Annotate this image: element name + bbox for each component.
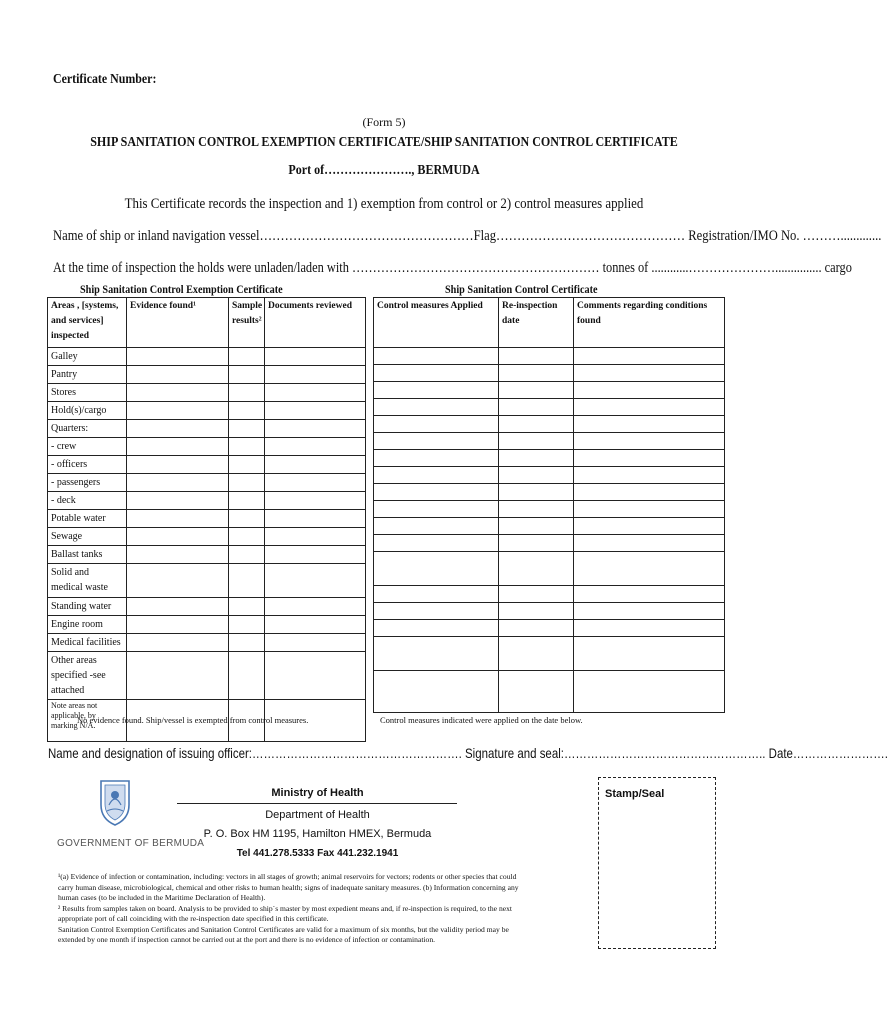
footnote-samples: ² Results from samples taken on board. Analysis to be provided to ship`s master by most expedient means and, if re-inspection is required, to the next appropriate port of call coinciding with the re-inspection date specified in this certificate.	[58, 903, 513, 923]
blank-cell[interactable]	[499, 399, 574, 416]
blank-cell[interactable]	[229, 402, 265, 420]
ministry-divider	[177, 803, 457, 804]
area-label: - officers	[48, 456, 127, 474]
issuing-officer-line: Name and designation of issuing officer:………………………………………………. Signature and seal:…………………………………………….. Date…………………….	[48, 745, 888, 761]
footnote-validity: Sanitation Control Exemption Certificates and Sanitation Control Certificates are valid for a maximum of six months, but the validity period may be extended by one month if inspection cannot be carried out at the port and there is no evidence of infection or contamination.	[58, 924, 509, 944]
blank-cell[interactable]	[127, 546, 229, 564]
blank-cell[interactable]	[265, 564, 366, 598]
blank-cell[interactable]	[374, 416, 499, 433]
header-evidence-found: Evidence found¹	[127, 298, 229, 348]
blank-cell[interactable]	[574, 416, 725, 433]
blank-cell[interactable]	[229, 384, 265, 402]
blank-cell[interactable]	[499, 433, 574, 450]
area-label: Note areas not applicable, by marking N/A.	[48, 700, 127, 742]
blank-cell[interactable]	[127, 510, 229, 528]
blank-cell[interactable]	[499, 552, 574, 586]
blank-cell[interactable]	[265, 598, 366, 616]
exemption-table	[47, 297, 366, 742]
table-row	[374, 552, 725, 586]
blank-cell[interactable]	[127, 474, 229, 492]
blank-cell[interactable]	[265, 438, 366, 456]
blank-cell[interactable]	[574, 450, 725, 467]
area-label: Potable water	[48, 510, 127, 528]
blank-cell[interactable]	[229, 492, 265, 510]
blank-cell[interactable]	[229, 420, 265, 438]
blank-cell[interactable]	[229, 634, 265, 652]
footnotes	[58, 872, 528, 946]
table-row	[374, 399, 725, 416]
blank-cell[interactable]	[574, 501, 725, 518]
blank-cell[interactable]	[374, 399, 499, 416]
area-label: Medical facilities	[48, 634, 127, 652]
area-label: Engine room	[48, 616, 127, 634]
table-row	[374, 382, 725, 399]
header-reinspection-date: Re-inspection date	[499, 298, 574, 348]
blank-cell[interactable]	[374, 586, 499, 603]
header-documents-reviewed: Documents reviewed	[265, 298, 366, 348]
exemption-section-title: Ship Sanitation Control Exemption Certificate	[80, 282, 283, 296]
blank-cell[interactable]	[265, 384, 366, 402]
blank-cell[interactable]	[374, 365, 499, 382]
area-label: Standing water	[48, 598, 127, 616]
blank-cell[interactable]	[229, 366, 265, 384]
table-row	[374, 535, 725, 552]
blank-cell[interactable]	[499, 501, 574, 518]
table-row	[48, 616, 366, 634]
certificate-title: SHIP SANITATION CONTROL EXEMPTION CERTIFICATE/SHIP SANITATION CONTROL CERTIFICATE	[90, 135, 678, 150]
table-row	[48, 598, 366, 616]
blank-cell[interactable]	[265, 402, 366, 420]
blank-cell[interactable]	[229, 510, 265, 528]
records-statement: This Certificate records the inspection and 1) exemption from control or 2) control measures applied	[124, 196, 644, 212]
blank-cell[interactable]	[127, 564, 229, 598]
table-row	[374, 365, 725, 382]
control-table	[373, 297, 725, 713]
blank-cell[interactable]	[374, 501, 499, 518]
department-name: Department of Health	[265, 809, 370, 821]
exemption-footnote: No evidence found. Ship/vessel is exempted from control measures.	[77, 715, 309, 725]
area-label: - crew	[48, 438, 127, 456]
blank-cell[interactable]	[499, 416, 574, 433]
blank-cell[interactable]	[127, 456, 229, 474]
table-row	[48, 564, 366, 598]
blank-cell[interactable]	[265, 474, 366, 492]
table-row	[374, 416, 725, 433]
blank-cell[interactable]	[499, 484, 574, 501]
blank-cell[interactable]	[499, 365, 574, 382]
table-row	[48, 438, 366, 456]
table-row	[48, 474, 366, 492]
blank-cell[interactable]	[574, 382, 725, 399]
blank-cell[interactable]	[374, 671, 499, 713]
blank-cell[interactable]	[499, 671, 574, 713]
blank-cell[interactable]	[127, 652, 229, 700]
ship-name-line: Name of ship or inland navigation vessel……………………………………………Flag……………………………………… Registration/IMO No. ……….............	[53, 228, 882, 244]
blank-cell[interactable]	[229, 564, 265, 598]
blank-cell[interactable]	[374, 433, 499, 450]
table-row	[374, 450, 725, 467]
header-sample-results: Sample results²	[229, 298, 265, 348]
certificate-number-label: Certificate Number:	[53, 72, 157, 87]
area-label: Solid and medical waste	[48, 564, 127, 598]
table-row	[48, 384, 366, 402]
table-row	[48, 402, 366, 420]
ministry-phone: Tel 441.278.5333 Fax 441.232.1941	[236, 848, 399, 859]
blank-cell[interactable]	[374, 348, 499, 365]
blank-cell[interactable]	[127, 616, 229, 634]
blank-cell[interactable]	[127, 528, 229, 546]
table-row	[374, 620, 725, 637]
table-row	[48, 634, 366, 652]
ministry-address: P. O. Box HM 1195, Hamilton HMEX, Bermuda	[203, 828, 432, 840]
blank-cell[interactable]	[265, 652, 366, 700]
table-row	[374, 586, 725, 603]
area-label: Sewage	[48, 528, 127, 546]
blank-cell[interactable]	[574, 586, 725, 603]
blank-cell[interactable]	[574, 518, 725, 535]
blank-cell[interactable]	[374, 467, 499, 484]
blank-cell[interactable]	[265, 616, 366, 634]
blank-cell[interactable]	[499, 450, 574, 467]
table-row	[48, 366, 366, 384]
blank-cell[interactable]	[229, 528, 265, 546]
blank-cell[interactable]	[574, 484, 725, 501]
table-row	[374, 467, 725, 484]
blank-cell[interactable]	[574, 620, 725, 637]
blank-cell[interactable]	[229, 456, 265, 474]
table-row	[48, 492, 366, 510]
area-label: - deck	[48, 492, 127, 510]
blank-cell[interactable]	[499, 467, 574, 484]
stamp-seal-box	[598, 777, 716, 949]
table-row	[48, 420, 366, 438]
blank-cell[interactable]	[127, 420, 229, 438]
blank-cell[interactable]	[374, 620, 499, 637]
blank-cell[interactable]	[374, 518, 499, 535]
blank-cell[interactable]	[574, 535, 725, 552]
blank-cell[interactable]	[574, 399, 725, 416]
blank-cell[interactable]	[229, 474, 265, 492]
blank-cell[interactable]	[265, 528, 366, 546]
area-label: Pantry	[48, 366, 127, 384]
blank-cell[interactable]	[499, 535, 574, 552]
control-section-title: Ship Sanitation Control Certificate	[445, 282, 598, 296]
blank-cell[interactable]	[265, 510, 366, 528]
blank-cell[interactable]	[265, 546, 366, 564]
blank-cell[interactable]	[265, 366, 366, 384]
blank-cell[interactable]	[499, 620, 574, 637]
blank-cell[interactable]	[374, 450, 499, 467]
area-label: Galley	[48, 348, 127, 366]
blank-cell[interactable]	[499, 603, 574, 620]
table-row	[374, 348, 725, 365]
area-label: - passengers	[48, 474, 127, 492]
header-areas-inspected: Areas , [systems, and services] inspected	[48, 298, 127, 348]
blank-cell[interactable]	[127, 402, 229, 420]
blank-cell[interactable]	[229, 652, 265, 700]
blank-cell[interactable]	[574, 603, 725, 620]
blank-cell[interactable]	[499, 586, 574, 603]
blank-cell[interactable]	[127, 348, 229, 366]
table-row	[374, 671, 725, 713]
area-label: Other areas specified -see attached	[48, 652, 127, 700]
table-row	[374, 501, 725, 518]
holds-cargo-line: At the time of inspection the holds were unladen/laden with …………………………………………………… tonnes of ............…………………............... cargo	[53, 260, 852, 276]
blank-cell[interactable]	[374, 484, 499, 501]
stamp-seal-label: Stamp/Seal	[605, 788, 665, 800]
ministry-name: Ministry of Health	[271, 787, 364, 799]
area-label: Ballast tanks	[48, 546, 127, 564]
blank-cell[interactable]	[127, 384, 229, 402]
table-row	[374, 603, 725, 620]
blank-cell[interactable]	[499, 518, 574, 535]
blank-cell[interactable]	[265, 456, 366, 474]
table-row	[48, 456, 366, 474]
header-comments: Comments regarding conditions found	[574, 298, 725, 348]
form-number: (Form 5)	[362, 115, 406, 129]
table-row	[374, 433, 725, 450]
blank-cell[interactable]	[265, 634, 366, 652]
blank-cell[interactable]	[127, 438, 229, 456]
blank-cell[interactable]	[265, 348, 366, 366]
blank-cell[interactable]	[574, 348, 725, 365]
blank-cell[interactable]	[574, 671, 725, 713]
blank-cell[interactable]	[229, 546, 265, 564]
blank-cell[interactable]	[574, 433, 725, 450]
area-label: Hold(s)/cargo	[48, 402, 127, 420]
table-row	[48, 652, 366, 700]
bermuda-crest-icon	[97, 775, 133, 827]
table-row	[374, 484, 725, 501]
blank-cell[interactable]	[374, 382, 499, 399]
table-row	[374, 637, 725, 671]
blank-cell[interactable]	[229, 348, 265, 366]
blank-cell[interactable]	[374, 637, 499, 671]
area-label: Stores	[48, 384, 127, 402]
table-row	[48, 528, 366, 546]
blank-cell[interactable]	[374, 535, 499, 552]
blank-cell[interactable]	[127, 492, 229, 510]
blank-cell[interactable]	[127, 598, 229, 616]
blank-cell[interactable]	[499, 637, 574, 671]
control-footnote: Control measures indicated were applied on the date below.	[380, 715, 583, 725]
port-line: Port of…………………., BERMUDA	[288, 163, 480, 178]
government-of-bermuda-label: GOVERNMENT OF BERMUDA	[57, 838, 205, 849]
header-control-measures: Control measures Applied	[374, 298, 499, 348]
blank-cell[interactable]	[265, 492, 366, 510]
table-row	[374, 518, 725, 535]
blank-cell[interactable]	[499, 382, 574, 399]
blank-cell[interactable]	[127, 366, 229, 384]
blank-cell[interactable]	[574, 637, 725, 671]
blank-cell[interactable]	[229, 598, 265, 616]
blank-cell[interactable]	[374, 552, 499, 586]
blank-cell[interactable]	[127, 634, 229, 652]
blank-cell[interactable]	[574, 552, 725, 586]
footnote-evidence: ¹(a) Evidence of infection or contamination, including: vectors in all stages of growth; animal reservoirs for vectors; rodents or other species that could carry human disease, microbiological, chemical and other risks to human health; signs of inadequate sanitary measures. (b) Information concerning any human cases (to be included in the Maritime Declaration of Health).	[58, 872, 519, 902]
area-label: Quarters:	[48, 420, 127, 438]
blank-cell[interactable]	[574, 467, 725, 484]
blank-cell[interactable]	[499, 348, 574, 365]
blank-cell[interactable]	[229, 438, 265, 456]
table-row	[48, 510, 366, 528]
table-row	[48, 546, 366, 564]
blank-cell[interactable]	[229, 616, 265, 634]
blank-cell[interactable]	[574, 365, 725, 382]
table-row	[48, 348, 366, 366]
blank-cell[interactable]	[265, 420, 366, 438]
blank-cell[interactable]	[374, 603, 499, 620]
